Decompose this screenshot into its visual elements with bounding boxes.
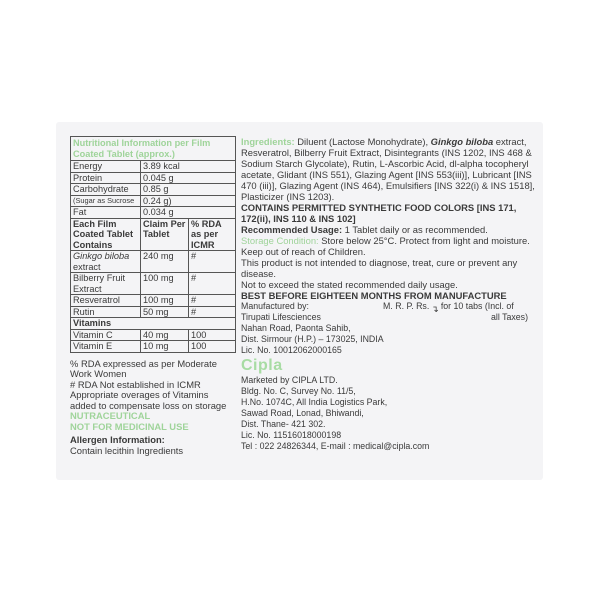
table-row: [71, 295, 236, 307]
usage-text: 1 Tablet daily or as recommended.: [342, 224, 488, 235]
row-claim: 50 mg: [141, 306, 189, 318]
row-rda: #: [189, 273, 236, 295]
table-row: [71, 184, 236, 196]
down-arrow-icon: ↴: [431, 304, 439, 314]
storage-paragraph: [241, 235, 536, 257]
mrp-label: M. R. P. Rs.: [383, 301, 430, 311]
manufacturer-name: Tirupati Lifesciences: [241, 312, 321, 322]
vitamins-heading: Vitamins: [71, 318, 236, 330]
product-label-card: [56, 122, 543, 480]
row-label: Protein: [71, 172, 141, 184]
row-label: Carbohydrate: [71, 184, 141, 196]
table-row: [71, 273, 236, 295]
row-claim: 100 mg: [141, 295, 189, 307]
table-row: [71, 207, 236, 219]
row-label: Rutin: [71, 306, 141, 318]
table-row: [71, 329, 236, 341]
row-label-rest: extract: [73, 261, 101, 272]
manufacturer-license: Lic. No. 10012062000165: [241, 345, 342, 355]
vitamins-heading-row: [71, 318, 236, 330]
not-medicinal-label: NOT FOR MEDICINAL USE: [70, 420, 189, 432]
row-rda: 100: [189, 329, 236, 341]
marketer-license: Lic. No. 11516018000198: [241, 430, 342, 440]
row-label: Bilberry Fruit Extract: [71, 273, 141, 295]
mrp-block: [383, 301, 514, 312]
row-value: 0.045 g: [141, 172, 236, 184]
ingredients-text: Diluent (Lactose Monohydrate),: [294, 136, 431, 147]
overages-note: Appropriate overages of Vitamins added to compensate loss on storage: [70, 389, 227, 411]
row-value: 0.034 g: [141, 207, 236, 219]
left-column: [70, 136, 236, 456]
row-label: Energy: [71, 161, 141, 173]
column-header: Claim Per Tablet: [141, 218, 189, 251]
manufacturer-line-row: [241, 312, 536, 323]
table-row: [71, 341, 236, 353]
table-row: [71, 306, 236, 318]
ingredients-text-rest: extract, Resveratrol, Bilberry Fruit Extract, Disintegrants (INS 1202, INS 468 & Sodium Starch Glycolate), Rutin, L-Ascorbic Acid, dl-alpha tocopheryl acetate, Glidant (INS 551), Glazing Agent [INS 553(iii)], Lubricant [INS 470 (iii)], Glazing Agent (INS 464), Emulsifiers [INS 322(i) & INS 1518], Plasticizer (INS 1203).: [241, 136, 535, 202]
manufacturer-address-2: Dist. Sirmour (H.P.) – 173025, INDIA: [241, 334, 384, 344]
table-header-row: [71, 218, 236, 251]
nutrition-table: [70, 136, 236, 353]
not-established-note: # RDA Not established in ICMR: [70, 378, 201, 390]
marketer-line: Bldg. No. C, Survey No. 11/5,: [241, 386, 356, 396]
row-rda: #: [189, 295, 236, 307]
row-label: Vitamin C: [71, 329, 141, 341]
marketer-line: Marketed by CIPLA LTD.: [241, 375, 338, 385]
marketer-line: Dist. Thane- 421 302.: [241, 419, 326, 429]
row-rda: 100: [189, 341, 236, 353]
row-label: Vitamin E: [71, 341, 141, 353]
ingredients-italic: Ginkgo biloba: [430, 136, 494, 147]
food-colors-statement: CONTAINS PERMITTED SYNTHETIC FOOD COLORS [INS 171, 172(ii), INS 110 & INS 102]: [241, 202, 517, 224]
manufactured-by-label: Manufactured by:: [241, 301, 309, 311]
manufacturer-address-1: Nahan Road, Paonta Sahib,: [241, 323, 351, 333]
row-label-italic: Ginkgo biloba: [73, 251, 130, 261]
storage-label: Storage Condition:: [241, 235, 319, 246]
row-label: [71, 251, 141, 273]
table-row: [71, 195, 236, 207]
table-row: [71, 172, 236, 184]
disclaimer: This product is not intended to diagnose, treat, cure or prevent any disease.: [241, 257, 518, 279]
usage-paragraph: [241, 224, 536, 235]
allergen-text: Contain lecithin Ingredients: [70, 444, 184, 456]
not-exceed-note: Not to exceed the stated recommended daily usage.: [241, 279, 458, 290]
mrp-suffix: for 10 tabs (Incl. of: [440, 301, 514, 311]
table-row: [71, 161, 236, 173]
marketer-contact: Tel : 022 24826344, E-mail : medical@cipla.com: [241, 441, 430, 451]
ingredients-paragraph: [241, 136, 536, 202]
table-notes: [70, 359, 236, 457]
storage-text: Store below 25°C. Protect from light and moisture. Keep out of reach of Children.: [241, 235, 530, 257]
manufacturer-mrp-row: [241, 301, 536, 312]
row-label: Resveratrol: [71, 295, 141, 307]
right-column: [241, 136, 536, 452]
row-value: 0.24 g): [141, 195, 236, 207]
row-claim: 240 mg: [141, 251, 189, 273]
row-claim: 10 mg: [141, 341, 189, 353]
column-header: % RDA as per ICMR: [189, 218, 236, 251]
marketer-line: Sawad Road, Lonad, Bhiwandi,: [241, 408, 364, 418]
row-rda: #: [189, 306, 236, 318]
row-value: 0.85 g: [141, 184, 236, 196]
row-claim: 40 mg: [141, 329, 189, 341]
table-row: [71, 251, 236, 273]
usage-label: Recommended Usage:: [241, 224, 343, 235]
row-label: (Sugar as Sucrose: [71, 195, 141, 207]
cipla-logo: Cipla: [241, 357, 283, 374]
ingredients-label: Ingredients:: [241, 136, 295, 147]
allergen-heading: Allergen Information:: [70, 434, 165, 445]
nutraceutical-label: NUTRACEUTICAL: [70, 410, 151, 421]
nutrition-title: Nutritional Information per Film Coated Tablet (approx.): [71, 137, 236, 161]
column-header: Each Film Coated Tablet Contains: [71, 218, 141, 251]
mrp-suffix-taxes: all Taxes): [491, 312, 528, 322]
best-before: BEST BEFORE EIGHTEEN MONTHS FROM MANUFACTURE: [241, 290, 507, 301]
row-label: Fat: [71, 207, 141, 219]
marketer-line: H.No. 1074C, All India Logistics Park,: [241, 397, 388, 407]
row-rda: #: [189, 251, 236, 273]
rda-note: % RDA expressed as per Moderate Work Women: [70, 357, 217, 379]
row-value: 3.89 kcal: [141, 161, 236, 173]
row-claim: 100 mg: [141, 273, 189, 295]
